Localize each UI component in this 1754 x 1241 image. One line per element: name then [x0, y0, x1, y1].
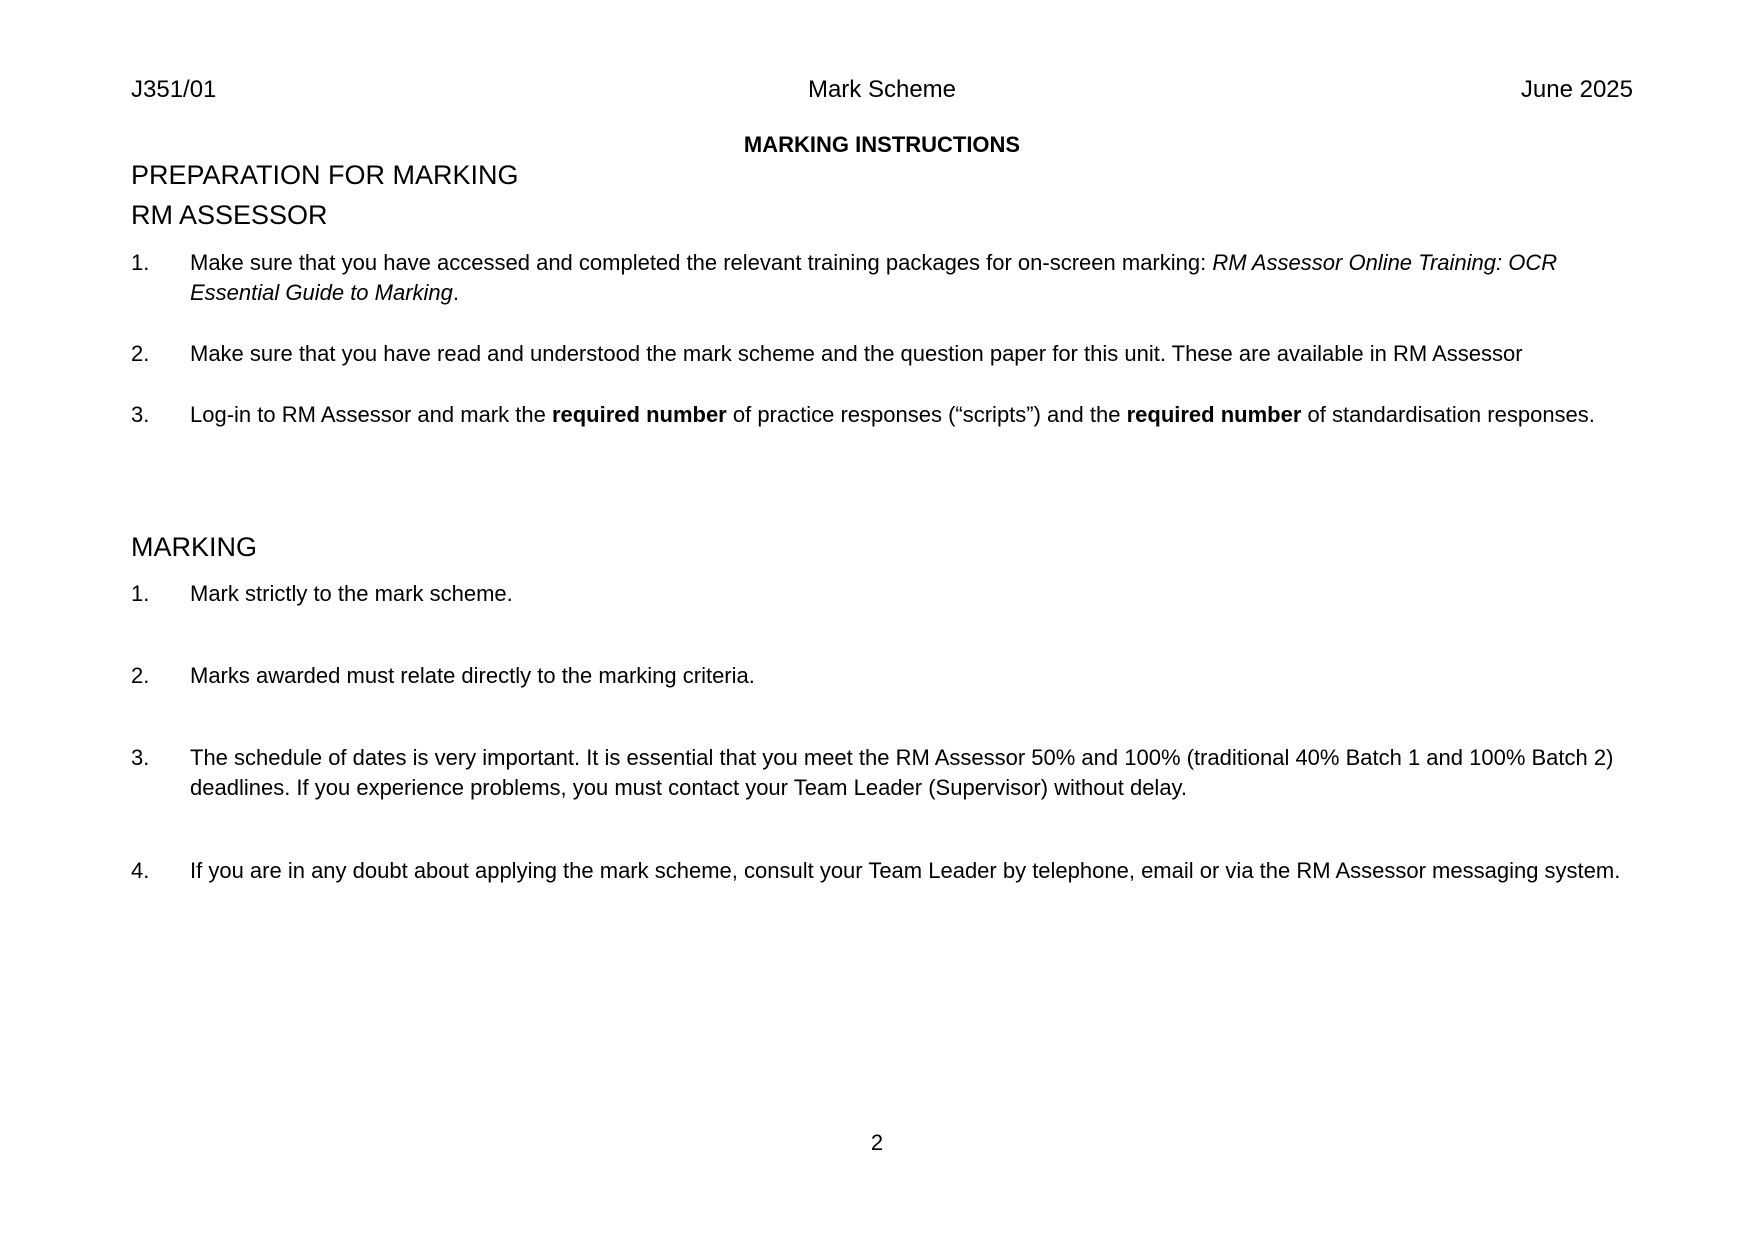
preparation-heading: PREPARATION FOR MARKING: [131, 160, 519, 190]
page-number: 2: [870, 1130, 884, 1155]
item-text: Make sure that you have accessed and completed the relevant training packages for on-screen marking: RM Assessor Online Training: OCR Essential Guide to Marking.: [190, 250, 1558, 305]
marking-item-1: [131, 579, 1633, 609]
marking-item-4: [131, 856, 1633, 886]
item-text: Mark strictly to the mark scheme.: [190, 581, 513, 606]
item-number: 1.: [131, 581, 150, 606]
item-number: 3.: [131, 745, 150, 770]
item-number: 3.: [131, 402, 150, 427]
preparation-item-2: [131, 339, 1633, 369]
marking-item-3: [131, 743, 1633, 803]
preparation-item-1: [131, 248, 1633, 308]
item-text: If you are in any doubt about applying the mark scheme, consult your Team Leader by telephone, email or via the RM Assessor messaging system.: [190, 858, 1621, 883]
paper-code: J351/01: [131, 76, 217, 103]
preparation-item-3: [131, 400, 1633, 430]
item-number: 2.: [131, 663, 150, 688]
item-number: 2.: [131, 341, 150, 366]
rm-assessor-subheading: RM ASSESSOR: [131, 200, 328, 230]
marking-heading: MARKING: [131, 532, 258, 562]
training-course-title: RM Assessor Online Training: OCR Essential Guide to Marking: [190, 250, 1558, 305]
item-text: Make sure that you have read and understood the mark scheme and the question paper for this unit. These are available in RM Assessor: [190, 341, 1523, 366]
marking-item-2: [131, 661, 1633, 691]
item-text: Marks awarded must relate directly to the marking criteria.: [190, 663, 755, 688]
item-number: 1.: [131, 250, 150, 275]
page-header: [131, 76, 1633, 110]
exam-session: June 2025: [1520, 76, 1633, 103]
item-text: The schedule of dates is very important. It is essential that you meet the RM Assessor 50% and 100% (traditional 40% Batch 1 and 100% Batch 2) deadlines. If you experience problems, you must contact your Team Leader (Supervisor) without delay.: [190, 745, 1614, 800]
item-text: Log-in to RM Assessor and mark the required number of practice responses (“scripts”) and the required number of standardisation responses.: [190, 402, 1595, 427]
item-number: 4.: [131, 858, 150, 883]
document-type: Mark Scheme: [807, 76, 957, 103]
page-title: MARKING INSTRUCTIONS: [743, 132, 1021, 157]
